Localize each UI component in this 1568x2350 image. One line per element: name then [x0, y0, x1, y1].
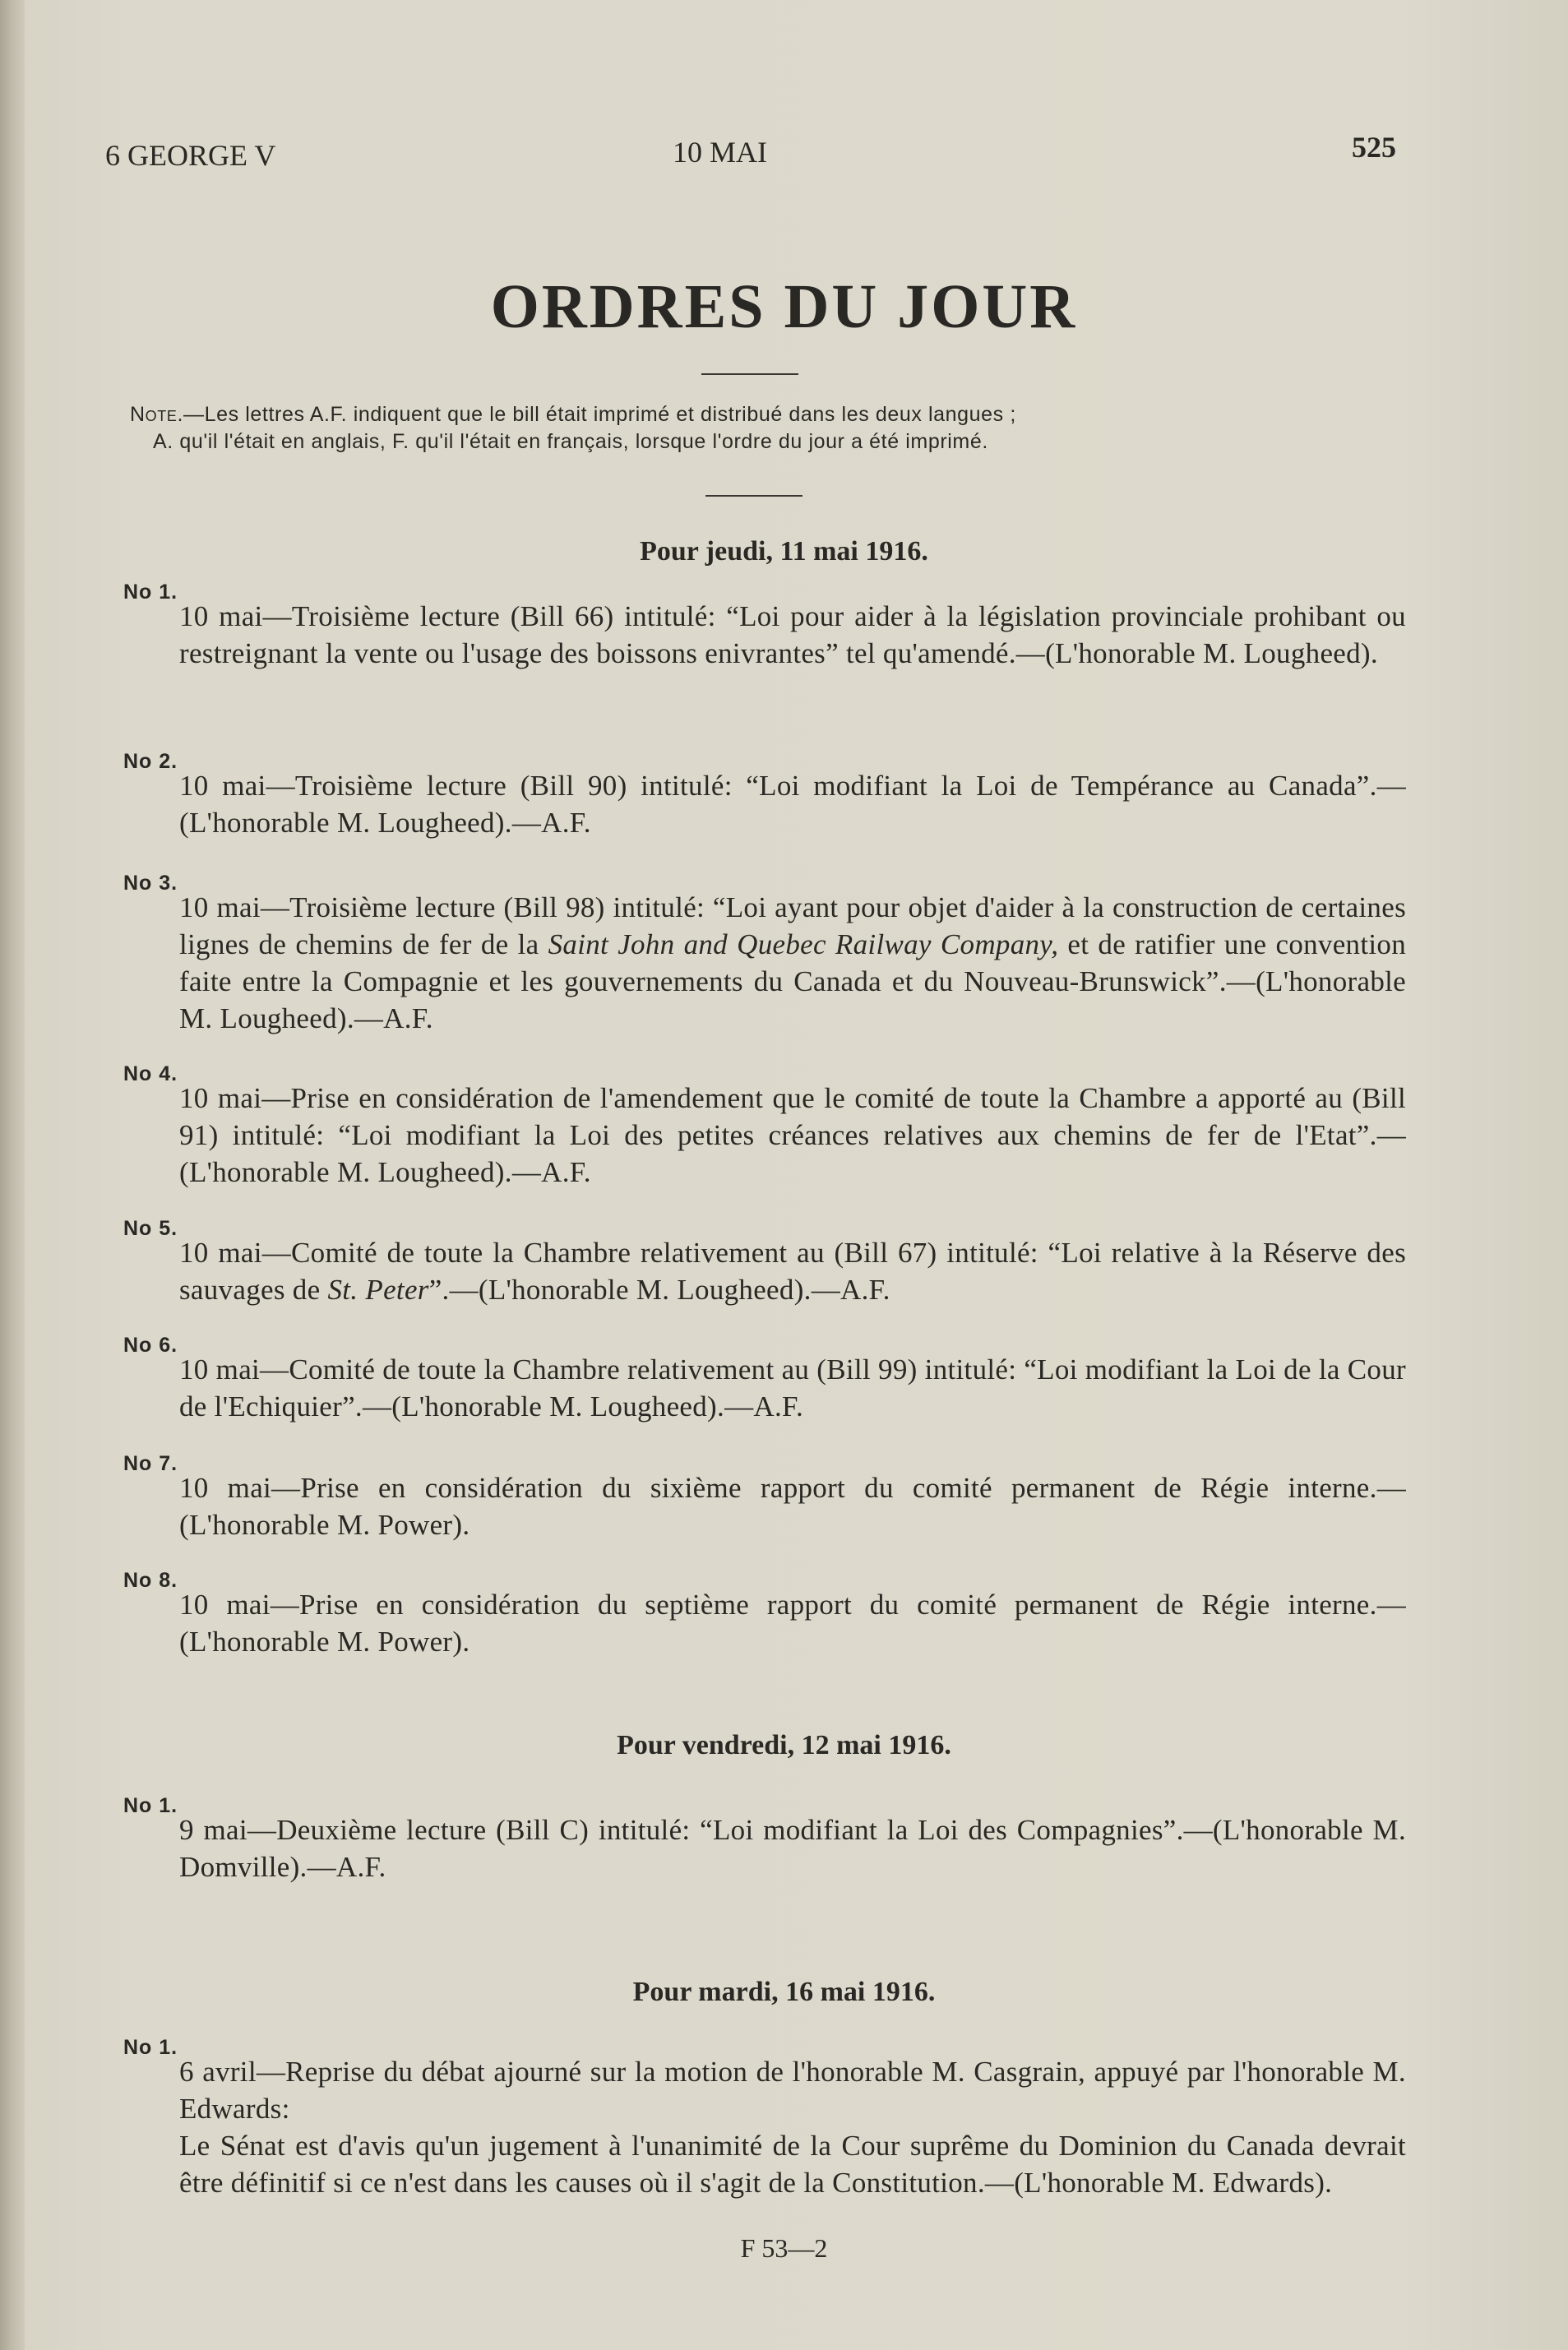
- item-number: No 1.: [123, 1794, 178, 1817]
- note-line-1: .—Les lettres A.F. indiquent que le bill était imprimé et distribué dans les deux langues ;: [177, 403, 1016, 426]
- title-rule: [701, 373, 798, 375]
- header-date: 10 MAI: [673, 136, 767, 169]
- order-item: [123, 1452, 1406, 1543]
- item-number: No 3.: [123, 872, 178, 895]
- section-heading-friday: Pour vendredi, 12 mai 1916.: [617, 1730, 951, 1760]
- order-item: [123, 2036, 1406, 2201]
- note-line-2: A. qu'il l'était en anglais, F. qu'il l'était en français, lorsque l'ordre du jour a été imprimé.: [153, 430, 988, 453]
- page-title: ORDRES DU JOUR: [490, 272, 1078, 341]
- order-item: [123, 1062, 1406, 1191]
- order-item: [123, 1334, 1406, 1425]
- header-regnal-year: 6 GEORGE V: [105, 139, 276, 172]
- item-number: No 1.: [123, 581, 178, 604]
- order-item: [123, 750, 1406, 841]
- item-text: 10 mai—Troisième lecture (Bill 90) intitulé: “Loi modifiant la Loi de Tempérance au Canada”.—(L'honorable M. Lougheed).—A.F.: [179, 770, 1406, 839]
- company-name-italic: Saint John and Quebec Railway Company,: [548, 928, 1059, 960]
- order-item: [123, 581, 1406, 672]
- item-number: No 2.: [123, 750, 178, 773]
- item-text: 10 mai—Prise en considération du sixième rapport du comité permanent de Régie interne.—(L'honorable M. Power).: [179, 1472, 1406, 1541]
- motion-text: Le Sénat est d'avis qu'un jugement à l'unanimité de la Cour suprême du Dominion du Canada devrait être définitif si ce n'est dans les causes où il s'agit de la Constitution.—(L'honorable M. Edwards).: [179, 2130, 1406, 2199]
- item-number: No 6.: [123, 1334, 178, 1357]
- item-number: No 8.: [123, 1569, 178, 1592]
- order-item: [123, 1569, 1406, 1660]
- item-number: No 4.: [123, 1062, 178, 1085]
- order-item: [123, 872, 1406, 1037]
- page-number: 525: [1352, 131, 1396, 164]
- order-item: [123, 1794, 1406, 1885]
- section-heading-thursday: Pour jeudi, 11 mai 1916.: [640, 536, 928, 567]
- order-item: [123, 1217, 1406, 1308]
- note-lead: Note: [130, 403, 178, 426]
- note-rule: [705, 495, 803, 497]
- item-text: 10 mai—Troisième lecture (Bill 66) intitulé: “Loi pour aider à la législation provinciale prohibant ou restreignant la vente ou l'usage des boissons enivrantes” tel qu'amendé.—(L'honorable M. Lougheed).: [179, 600, 1406, 669]
- item-text: 9 mai—Deuxième lecture (Bill C) intitulé: “Loi modifiant la Loi des Compagnies”.—(L'honorable M. Domville).—A.F.: [179, 1814, 1406, 1883]
- reserve-name-italic: St. Peter: [327, 1274, 429, 1306]
- item-text: 10 mai—Comité de toute la Chambre relativement au (Bill 67) intitulé: “Loi relative à la Réserve des sauvages de St. Peter”.—(L'honorable M. Lougheed).—A.F.: [179, 1237, 1406, 1306]
- section-heading-tuesday: Pour mardi, 16 mai 1916.: [632, 1977, 936, 2007]
- item-number: No 5.: [123, 1217, 178, 1240]
- item-text: 10 mai—Comité de toute la Chambre relativement au (Bill 99) intitulé: “Loi modifiant la Loi de la Cour de l'Echiquier”.—(L'honorable M. Lougheed).—A.F.: [179, 1353, 1406, 1422]
- item-text: 6 avril—Reprise du débat ajourné sur la motion de l'honorable M. Casgrain, appuyé par l'honorable M. Edwards: Le Sénat est d'avis qu'un jugement à l'unanimité de la Cour suprême du Dominion du Canada devrait être définitif si ce n'est dans les causes où il s'agit de la Constitution.—(L'honorable M. Edwards).: [123, 2053, 1406, 2201]
- item-number: No 7.: [123, 1452, 178, 1475]
- running-header: [105, 131, 1396, 179]
- item-text: 10 mai—Troisième lecture (Bill 98) intitulé: “Loi ayant pour objet d'aider à la construction de certaines lignes de chemins de fer de la Saint John and Quebec Railway Company, et de ratifier une convention faite entre la Compagnie et les gouvernements du Canada et du Nouveau-Brunswick”.—(L'honorable M. Lougheed).—A.F.: [179, 891, 1407, 1034]
- item-text: 10 mai—Prise en considération du septième rapport du comité permanent de Régie interne.—(L'honorable M. Power).: [179, 1589, 1406, 1658]
- item-text: 10 mai—Prise en considération de l'amendement que le comité de toute la Chambre a apporté au (Bill 91) intitulé: “Loi modifiant la Loi des petites créances relatives aux chemins de fer de l'Etat”.—(L'honorable M. Lougheed).—A.F.: [179, 1082, 1406, 1188]
- item-number: No 1.: [123, 2036, 178, 2059]
- signature-mark: F 53—2: [740, 2233, 828, 2263]
- note-paragraph: [130, 401, 1396, 456]
